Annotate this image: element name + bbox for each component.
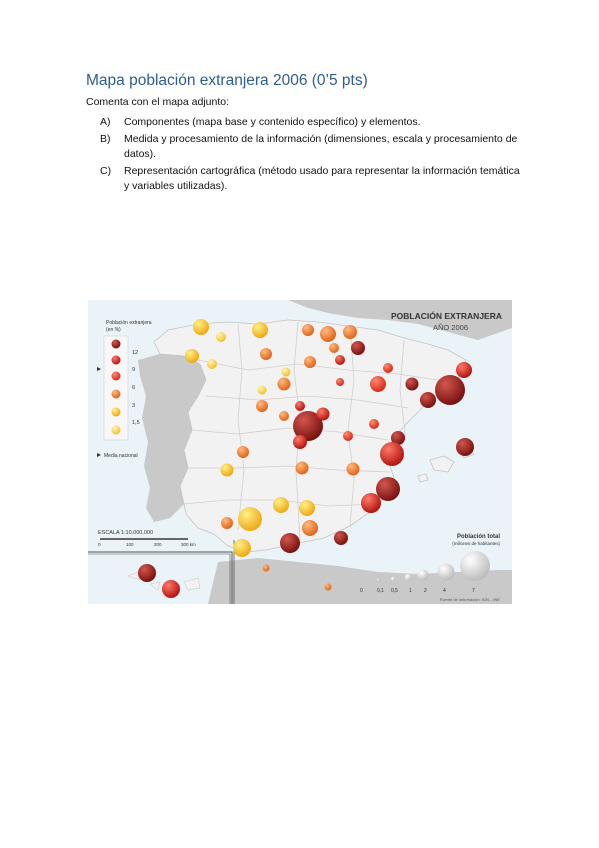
legend-value: 12	[132, 350, 139, 356]
map-svg	[88, 300, 512, 604]
scale-tick: 200	[154, 542, 162, 547]
bubble-badajoz	[221, 464, 234, 477]
map-title: POBLACIÓN EXTRANJERA	[391, 311, 502, 321]
bubble-girona	[456, 362, 472, 378]
legend-swatch-12	[112, 340, 121, 349]
scale-tick: 0	[98, 542, 101, 547]
bubble-avila	[279, 411, 289, 421]
legend-media-nacional: Media nacional	[104, 453, 138, 459]
item-label: A)	[100, 116, 111, 128]
bubble-huelva	[221, 517, 233, 529]
map-source: Fuente de información: IGN – INE	[439, 597, 500, 602]
bubble-segovia	[295, 401, 305, 411]
bubble-almeria	[334, 531, 348, 545]
bubble-barcelona	[435, 375, 465, 405]
size-tick: 1	[409, 588, 412, 594]
size-tick: 0	[360, 588, 363, 594]
bubble-alava	[329, 343, 339, 353]
bubble-burgos	[304, 356, 316, 368]
legend-value: 9	[132, 367, 136, 373]
bubble-cuenca	[343, 431, 353, 441]
item-label: B)	[100, 133, 111, 145]
bubble-malaga	[280, 533, 300, 553]
bubble-pontevedra	[185, 349, 199, 363]
bubble-jaen	[299, 500, 315, 516]
legend-swatch-3	[112, 390, 121, 399]
question-list	[86, 115, 526, 196]
item-label: C)	[100, 165, 112, 177]
intro-text: Comenta con el mapa adjunto:	[86, 96, 230, 108]
legend-title-units: (en %)	[106, 327, 121, 333]
legend-swatch-9	[112, 356, 121, 365]
bubble-huesca	[383, 363, 393, 373]
bubble-albacete	[347, 463, 360, 476]
legend-value: 3	[132, 403, 136, 409]
bubble-a-coruna	[193, 319, 209, 335]
size-circle	[460, 551, 490, 581]
size-legend-title: Población total	[456, 534, 500, 540]
bubble-santa-cruz-tenerife	[138, 564, 156, 582]
bubble-alicante	[376, 477, 400, 501]
bubble-zamora	[258, 386, 267, 395]
bubble-salamanca	[256, 400, 268, 412]
bubble-sevilla	[238, 507, 262, 531]
legend-title: Población extranjera	[106, 320, 152, 326]
size-legend-subtitle: (millones de habitantes)	[452, 541, 500, 546]
bubble-leon	[260, 348, 272, 360]
foreign-population-map	[88, 300, 512, 604]
bubble-tarragona	[420, 392, 436, 408]
size-circle	[418, 570, 429, 581]
bubble-navarra	[351, 341, 365, 355]
bubble-bizkaia	[320, 326, 336, 342]
size-circle	[438, 564, 455, 581]
list-item	[86, 164, 526, 194]
bubble-ourense	[207, 359, 217, 369]
bubble-asturias	[252, 322, 268, 338]
bubble-cadiz	[233, 539, 251, 557]
bubble-baleares	[456, 438, 474, 456]
legend-box	[104, 336, 128, 440]
bubble-melilla	[325, 584, 332, 591]
page-title: Mapa población extranjera 2006 (0’5 pts)	[86, 72, 368, 89]
bubble-lleida	[406, 378, 419, 391]
bubble-teruel	[369, 419, 379, 429]
bubble-granada	[302, 520, 318, 536]
bubble-murcia	[361, 493, 381, 513]
scale-bar	[100, 538, 188, 540]
bubble-toledo	[293, 435, 307, 449]
bubble-ceuta	[263, 565, 270, 572]
item-text: Componentes (mapa base y contenido específico) y elementos.	[124, 116, 421, 128]
bubble-cordoba	[273, 497, 289, 513]
size-tick: 4	[443, 588, 446, 594]
size-circle	[391, 577, 395, 581]
map-subtitle: AÑO 2006	[432, 323, 468, 332]
legend-swatch-low	[112, 426, 121, 435]
size-circle	[377, 579, 379, 581]
bubble-zaragoza	[370, 376, 386, 392]
item-text: Medida y procesamiento de la información (dimensiones, escala y procesamiento de datos).	[124, 133, 518, 160]
item-text: Representación cartográfica (método usado para representar la información temática y variables utilizadas).	[124, 165, 520, 192]
legend-swatch-6	[112, 372, 121, 381]
bubble-lugo	[216, 332, 226, 342]
size-tick: 0,5	[391, 588, 398, 594]
bubble-caceres	[237, 446, 249, 458]
bubble-la-rioja	[335, 355, 345, 365]
size-tick: 7	[472, 588, 475, 594]
list-item	[86, 115, 526, 130]
bubble-ciudad-real	[296, 462, 309, 475]
bubble-guadalajara	[317, 408, 330, 421]
bubble-las-palmas	[162, 580, 180, 598]
size-tick: 0,1	[377, 588, 384, 594]
legend-value: 1,5	[132, 420, 140, 426]
size-tick: 2	[424, 588, 427, 594]
bubble-gipuzkoa	[343, 325, 357, 339]
legend-swatch-1-5	[112, 408, 121, 417]
bubble-valladolid	[278, 378, 291, 391]
list-item	[86, 132, 526, 162]
bubble-valencia	[380, 442, 404, 466]
bubble-palencia	[282, 368, 291, 377]
bubble-soria	[336, 378, 344, 386]
scale-tick: 100	[126, 542, 134, 547]
bubble-cantabria	[302, 324, 314, 336]
scale-tick: 300 km	[181, 542, 196, 547]
scale-label: ESCALA 1:10.000.000	[98, 530, 154, 536]
legend-value: 6	[132, 385, 136, 391]
size-circle	[405, 574, 412, 581]
